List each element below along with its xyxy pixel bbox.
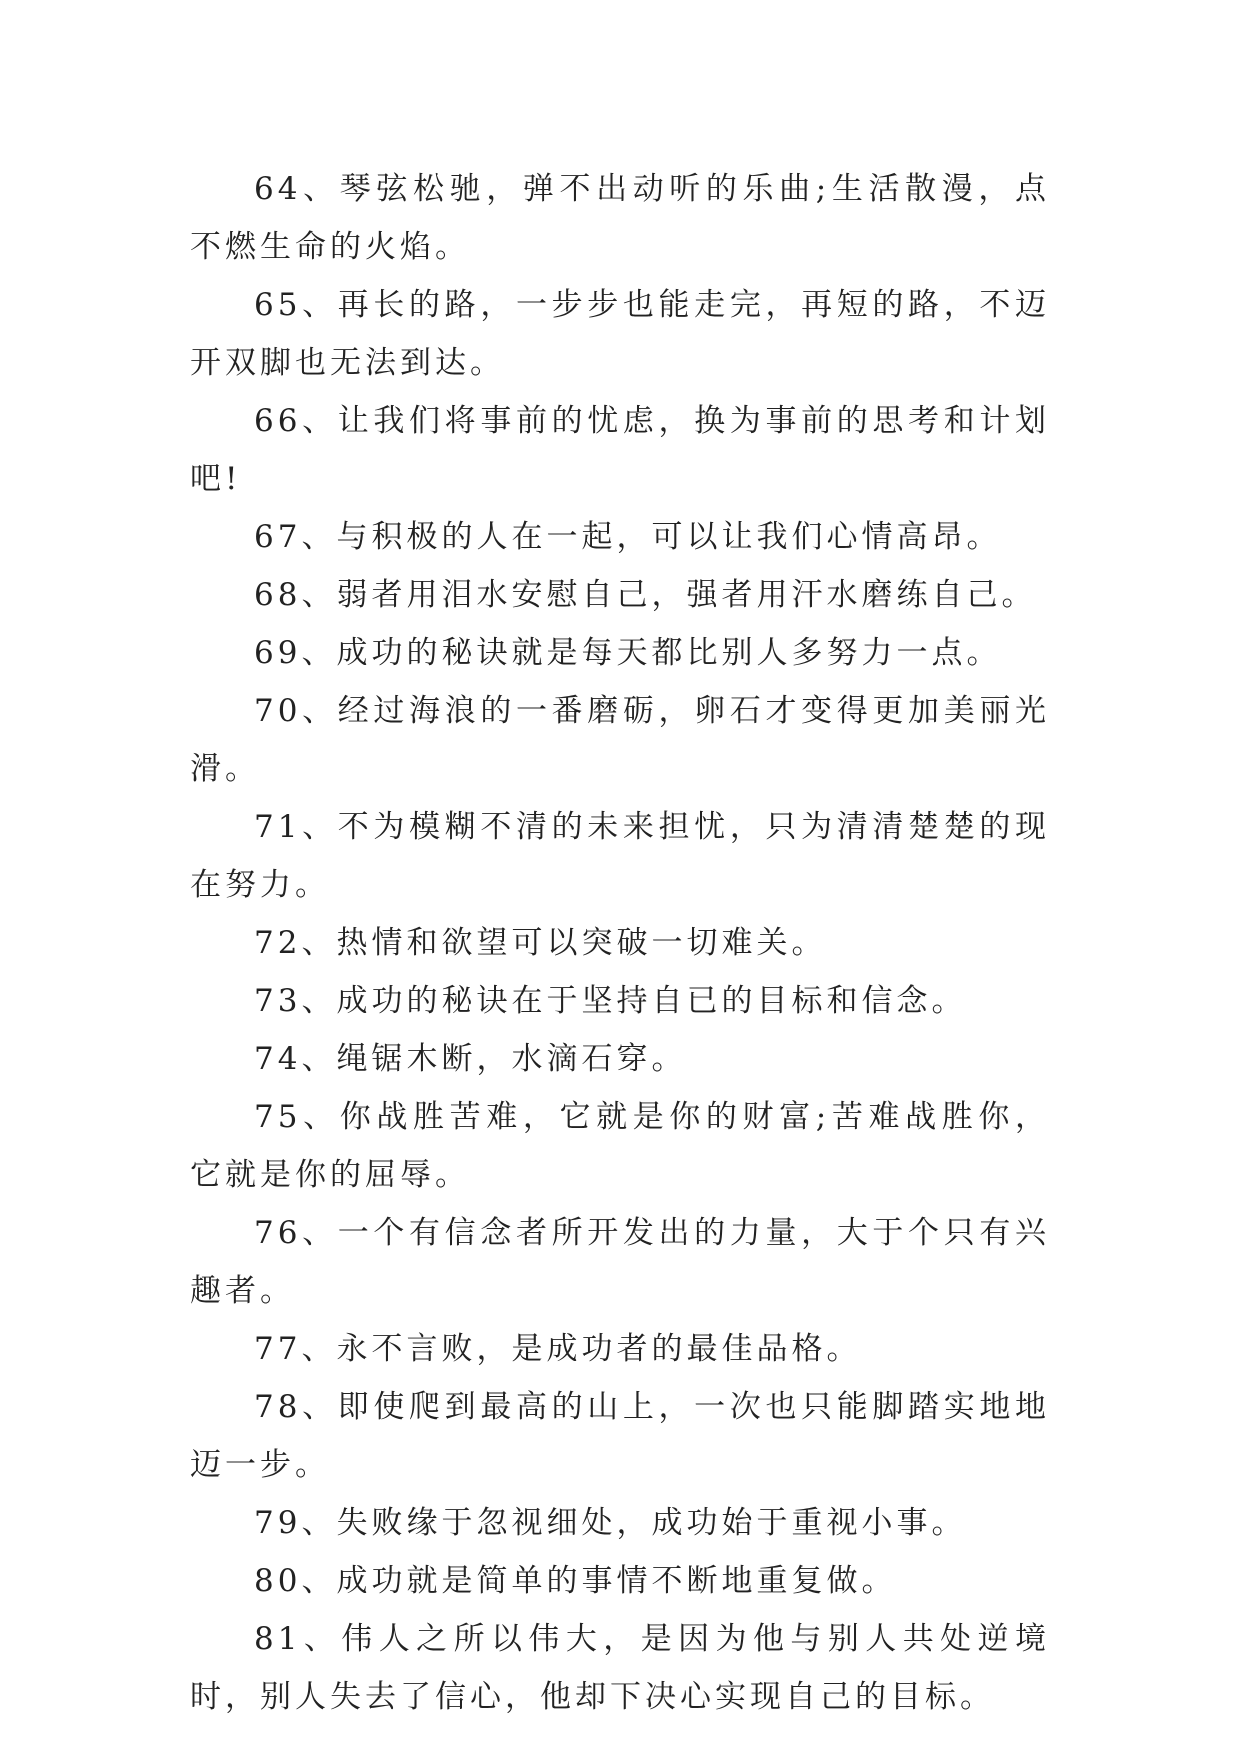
paragraph-73: 73、成功的秘诀在于坚持自已的目标和信念。 <box>254 983 967 1019</box>
paragraph-64: 64、琴弦松驰，弹不出动听的乐曲;生活散漫，点不燃生命的火焰。 <box>190 171 1050 265</box>
paragraph-81: 81、伟人之所以伟大，是因为他与别人共处逆境时，别人失去了信心，他却下决心实现自己的目标。 <box>190 1621 1050 1715</box>
document-body <box>190 160 1050 1726</box>
paragraph-78: 78、即使爬到最高的山上，一次也只能脚踏实地地迈一步。 <box>190 1389 1050 1483</box>
paragraph-68: 68、弱者用泪水安慰自己，强者用汗水磨练自己。 <box>254 577 1037 613</box>
paragraph-69: 69、成功的秘诀就是每天都比别人多努力一点。 <box>254 635 1002 671</box>
paragraph-72: 72、热情和欲望可以突破一切难关。 <box>254 925 827 961</box>
paragraph-76: 76、一个有信念者所开发出的力量，大于个只有兴趣者。 <box>190 1215 1050 1309</box>
paragraph-80: 80、成功就是简单的事情不断地重复做。 <box>254 1563 897 1599</box>
paragraph-79: 79、失败缘于忽视细处，成功始于重视小事。 <box>254 1505 967 1541</box>
paragraph-70: 70、经过海浪的一番磨砺，卵石才变得更加美丽光滑。 <box>190 693 1050 787</box>
paragraph-71: 71、不为模糊不清的未来担忧，只为清清楚楚的现在努力。 <box>190 809 1050 903</box>
paragraph-77: 77、永不言败，是成功者的最佳品格。 <box>254 1331 862 1367</box>
paragraph-66: 66、让我们将事前的忧虑，换为事前的思考和计划吧! <box>190 403 1050 497</box>
paragraph-65: 65、再长的路，一步步也能走完，再短的路，不迈开双脚也无法到达。 <box>190 287 1050 381</box>
paragraph-75: 75、你战胜苦难，它就是你的财富;苦难战胜你，它就是你的屈辱。 <box>190 1099 1050 1193</box>
paragraph-67: 67、与积极的人在一起，可以让我们心情高昂。 <box>254 519 1002 555</box>
paragraph-74: 74、绳锯木断，水滴石穿。 <box>254 1041 687 1077</box>
